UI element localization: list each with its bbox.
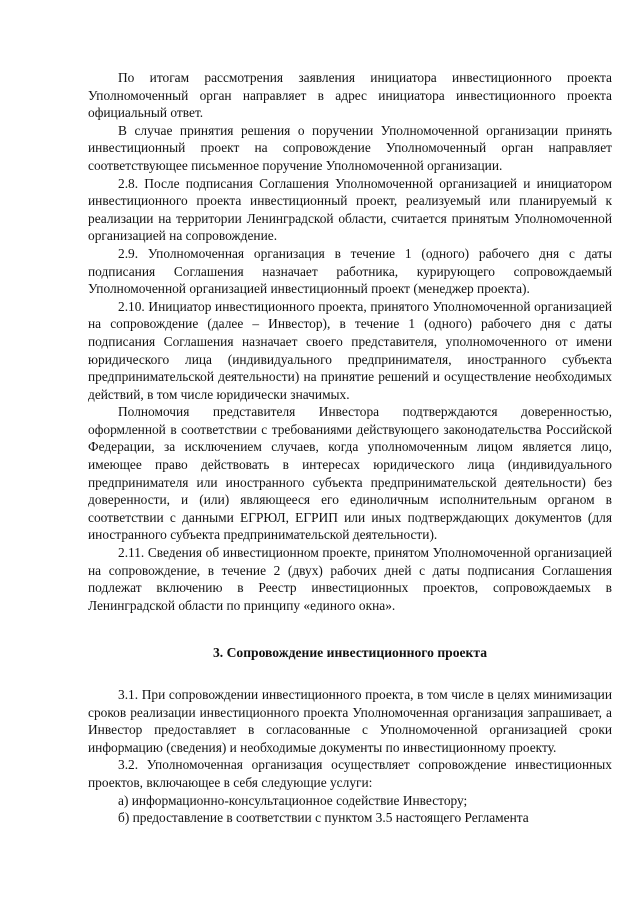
paragraph-representative-powers: Полномочия представителя Инвестора подтверждаются доверенностью, оформленной в соответствии с требованиями действующего законодательства Российской Федерации, за исключением случаев, когда уполномоченным лицом является лицо, имеющее право действовать в интересах юридического лица (индивидуального предпринимателя или иностранного субъекта предпринимательской деятельности) без доверенности, и (или) являющееся его единоличным исполнительным органом в соответствии с данными ЕГРЮЛ, ЕГРИП или иных подтверждающих документов (для иностранного субъекта предпринимательской деятельности). (88, 404, 612, 543)
document-page (88, 69, 612, 827)
list-item-b: б) предоставление в соответствии с пунктом 3.5 настоящего Регламента (118, 810, 529, 826)
list-item-a: а) информационно-консультационное содействие Инвестору; (118, 792, 468, 808)
paragraph-instruction: В случае принятия решения о поручении Уполномоченной организации принять инвестиционный проект на сопровождение Уполномоченный орган направляет соответствующее письменное поручение Уполномоченной организации. (88, 122, 612, 173)
paragraph-3-1: 3.1. При сопровождении инвестиционного проекта, в том числе в целях минимизации сроков реализации инвестиционного проекта Уполномоченная организация запрашивает, а Инвестор предоставляет в согласованные с Уполномоченной организацией сроки информацию (сведения) и необходимые документы по инвестиционному проекту. (88, 687, 612, 755)
paragraph-2-11: 2.11. Сведения об инвестиционном проекте, принятом Уполномоченной организацией на сопровождение, в течение 2 (двух) рабочих дней с даты подписания Соглашения подлежат включению в Реестр инвестиционных проектов, сопровождаемых в Ленинградской области по принципу «единого окна». (88, 545, 612, 613)
paragraph-official-response: По итогам рассмотрения заявления инициатора инвестиционного проекта Уполномоченный орган направляет в адрес инициатора инвестиционного проекта официальный ответ. (88, 70, 612, 121)
paragraph-2-9: 2.9. Уполномоченная организация в течение 1 (одного) рабочего дня с даты подписания Соглашения назначает работника, курирующего сопровождаемый Уполномоченной организацией инвестиционный проект (менеджер проекта). (88, 245, 612, 297)
section-heading: 3. Сопровождение инвестиционного проекта (212, 645, 488, 661)
paragraph-3-2: 3.2. Уполномоченная организация осуществляет сопровождение инвестиционных проектов, включающее в себя следующие услуги: (88, 757, 612, 790)
paragraph-2-10: 2.10. Инициатор инвестиционного проекта, принятого Уполномоченной организацией на сопровождение (далее – Инвестор), в течение 1 (одного) рабочего дня с даты подписания Соглашения назначает своего представителя, уполномоченного от имени юридического лица (индивидуального предпринимателя, иностранного субъекта предпринимательской деятельности) на принятие решений и осуществление необходимых действий, в том числе юридически значимых. (88, 298, 612, 402)
paragraph-2-8: 2.8. После подписания Соглашения Уполномоченной организацией и инициатором инвестиционного проекта инвестиционный проект, реализуемый или планируемый к реализации на территории Ленинградской области, считается принятым Уполномоченной организацией на сопровождение. (88, 175, 612, 244)
